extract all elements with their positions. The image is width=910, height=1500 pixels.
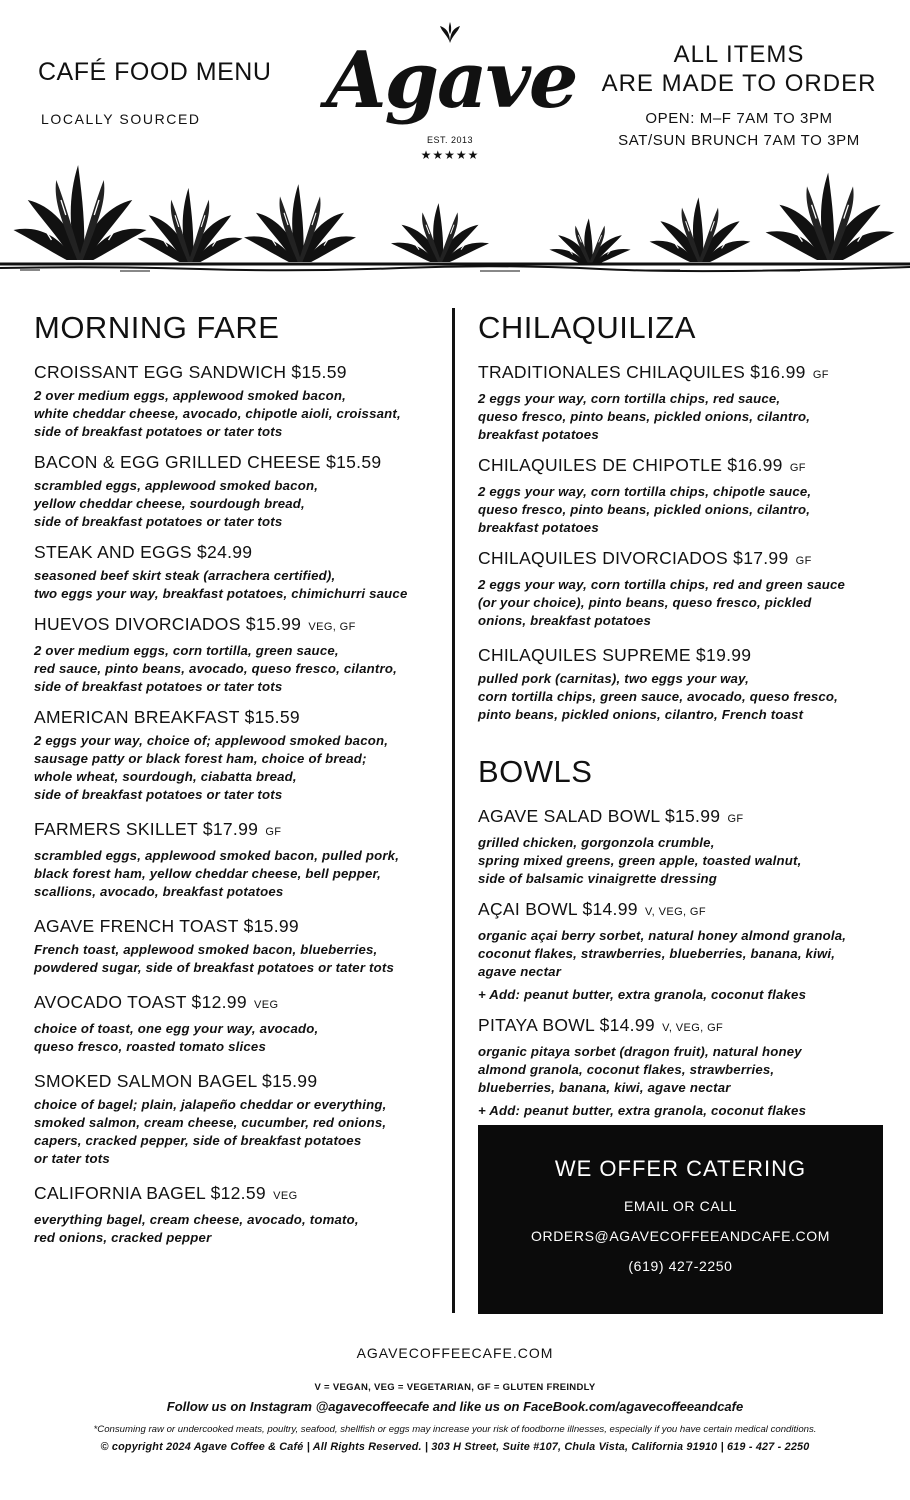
menu-item-description: organic açai berry sorbet, natural honey almond granola, coconut flakes, strawberries, blueberries, banana, kiwi, agave nectar [478,928,847,979]
menu-item-name: SMOKED SALMON BAGEL $15.99 [34,1071,318,1091]
menu-item-description: 2 eggs your way, corn tortilla chips, red sauce, queso fresco, pinto beans, pickled onions, cilantro, breakfast potatoes [478,391,811,442]
menu-item-name: CHILAQUILES DE CHIPOTLE $16.99 GF [478,455,806,475]
menu-item-name: BACON & EGG GRILLED CHEESE $15.59 [34,452,382,472]
dietary-tag: VEG, GF [308,621,356,633]
menu-item [478,361,888,444]
dietary-tag: GF [727,813,744,825]
catering-email-link[interactable]: ORDERS@AGAVECOFFEEANDCAFE.COM [531,1228,830,1244]
website-link[interactable]: AGAVECOFFEECAFE.COM [356,1345,554,1361]
menu-item-name: AGAVE SALAD BOWL $15.99 GF [478,806,744,826]
menu-item-description: 2 over medium eggs, corn tortilla, green sauce, red sauce, pinto beans, avocado, queso fresco, cilantro, side of breakfast potatoes or tater tots [34,643,397,694]
agave-logo [326,20,577,170]
menu-item-name: AVOCADO TOAST $12.99 VEG [34,992,279,1012]
menu-item-description: organic pitaya sorbet (dragon fruit), natural honey almond granola, coconut flakes, strawberries, blueberries, banana, kiwi, agave nectar [478,1044,802,1095]
section-title-chilaquiliza: CHILAQUILIZA [478,310,696,345]
menu-item-name: CHILAQUILES SUPREME $19.99 [478,645,752,665]
header-left [38,58,271,127]
menu-item [478,454,888,537]
menu-item [34,818,439,901]
menu-item [34,541,439,603]
menu-item-name: CHILAQUILES DIVORCIADOS $17.99 GF [478,548,812,568]
menu-item-description: French toast, applewood smoked bacon, blueberries, powdered sugar, side of breakfast potatoes or tater tots [34,942,395,975]
dietary-tag: V, VEG, GF [662,1022,724,1034]
menu-item-name: TRADITIONALES CHILAQUILES $16.99 GF [478,362,829,382]
chilaquiliza-bowls-column [478,310,888,1120]
header-right [600,40,878,152]
dietary-tag: GF [795,555,812,567]
menu-item [34,1070,439,1168]
made-to-order-line-1: ALL ITEMS [673,41,805,68]
menu-item-name: HUEVOS DIVORCIADOS $15.99 VEG, GF [34,614,356,634]
menu-item-name: AGAVE FRENCH TOAST $15.99 [34,916,299,936]
menu-item [34,991,439,1056]
menu-item-addon: + Add: peanut butter, extra granola, coconut flakes [478,987,807,1002]
menu-item-addon: + Add: peanut butter, extra granola, coconut flakes [478,1103,807,1118]
column-divider [452,308,455,1313]
section-title-morning-fare: MORNING FARE [34,310,280,345]
morning-fare-column [34,310,439,1247]
menu-item-name: CROISSANT EGG SANDWICH $15.59 [34,362,347,382]
social-follow-text: Follow us on Instagram @agavecoffeecafe and like us on FaceBook.com/agavecoffeeandcafe [166,1399,744,1414]
agave-plants-illustration [0,160,910,275]
menu-item-name: AMERICAN BREAKFAST $15.59 [34,707,300,727]
menu-item [478,1014,888,1120]
logo-stars: ★★★★★ [420,148,480,162]
menu-item-name: AÇAI BOWL $14.99 V, VEG, GF [478,899,707,919]
menu-item-description: grilled chicken, gorgonzola crumble, spring mixed greens, green apple, toasted walnut, side of balsamic vinaigrette dressing [478,835,802,886]
locally-sourced-label: LOCALLY SOURCED [41,111,201,127]
menu-item [34,451,439,531]
section-title-bowls: BOWLS [478,754,593,789]
catering-box [478,1125,883,1314]
menu-item [34,613,439,696]
food-safety-disclaimer: *Consuming raw or undercooked meats, poultry, seafood, shellfish or eggs may increase your risk of foodborne illnesses, especially if you have certain medical conditions. [93,1424,817,1435]
menu-item-name: CALIFORNIA BAGEL $12.59 VEG [34,1183,298,1203]
copyright-address: © copyright 2024 Agave Coffee & Café | All Rights Reserved. | 303 H Street, Suite #107, Chula Vista, California 91910 | 619 - 427 - 2250 [100,1441,810,1453]
menu-item-name: PITAYA BOWL $14.99 V, VEG, GF [478,1015,724,1035]
menu-item-name: STEAK AND EGGS $24.99 [34,542,253,562]
menu-item-description: 2 over medium eggs, applewood smoked bacon, white cheddar cheese, avocado, chipotle aioli, croissant, side of breakfast potatoes or tater tots [34,388,401,439]
catering-title: WE OFFER CATERING [554,1156,807,1181]
menu-item [34,706,439,804]
menu-title: CAFÉ FOOD MENU [38,58,272,86]
menu-item-description: everything bagel, cream cheese, avocado, tomato, red onions, cracked pepper [34,1212,359,1245]
catering-contact-label: EMAIL OR CALL [623,1198,738,1214]
menu-item [478,644,888,724]
logo-established: EST. 2013 [426,135,474,145]
menu-item [478,547,888,630]
menu-item-description: 2 eggs your way, corn tortilla chips, red and green sauce (or your choice), pinto beans, queso fresco, pickled onions, breakfast potatoes [478,577,846,628]
menu-item [34,1182,439,1247]
menu-item-description: pulled pork (carnitas), two eggs your way, corn tortilla chips, green sauce, avocado, queso fresco, pinto beans, pickled onions, cilantro, French toast [478,671,839,722]
hours-block [600,108,878,152]
dietary-tag: GF [789,462,806,474]
dietary-legend: V = VEGAN, VEG = VEGETARIAN, GF = GLUTEN FREINDLY [314,1382,596,1393]
dietary-tag: GF [265,826,282,838]
sprout-icon [438,22,462,44]
menu-item [34,361,439,441]
hours-weekend: SAT/SUN BRUNCH 7AM TO 3PM [618,132,860,149]
logo-wordmark: Agave [326,35,577,126]
menu-item [478,898,888,1004]
made-to-order-line-2: ARE MADE TO ORDER [601,70,877,97]
catering-phone-link[interactable]: (619) 427-2250 [628,1258,733,1274]
menu-item-name: FARMERS SKILLET $17.99 GF [34,819,282,839]
dietary-tag: VEG [273,1190,298,1202]
hours-weekday: OPEN: M–F 7AM TO 3PM [645,110,833,127]
menu-item-description: choice of bagel; plain, jalapeño cheddar or everything, smoked salmon, cream cheese, cucumber, red onions, capers, cracked pepper, side of breakfast potatoes or tater tots [34,1097,387,1166]
menu-item-description: 2 eggs your way, corn tortilla chips, chipotle sauce, queso fresco, pinto beans, pickled onions, cilantro, breakfast potatoes [478,484,812,535]
menu-item-description: scrambled eggs, applewood smoked bacon, yellow cheddar cheese, sourdough bread, side of breakfast potatoes or tater tots [34,478,319,529]
menu-item-description: scrambled eggs, applewood smoked bacon, pulled pork, black forest ham, yellow cheddar cheese, bell pepper, scallions, avocado, breakfast potatoes [34,848,400,899]
menu-item-description: seasoned beef skirt steak (arrachera certified), two eggs your way, breakfast potatoes, chimichurri sauce [34,568,408,601]
dietary-tag: GF [812,369,829,381]
menu-item [34,915,439,977]
menu-item-description: 2 eggs your way, choice of; applewood smoked bacon, sausage patty or black forest ham, choice of bread; whole wheat, sourdough, ciabatta bread, side of breakfast potatoes or tater tots [34,733,389,802]
dietary-tag: VEG [254,999,279,1011]
menu-item-description: choice of toast, one egg your way, avocado, queso fresco, roasted tomato slices [34,1021,319,1054]
dietary-tag: V, VEG, GF [644,906,707,918]
menu-item [478,805,888,888]
